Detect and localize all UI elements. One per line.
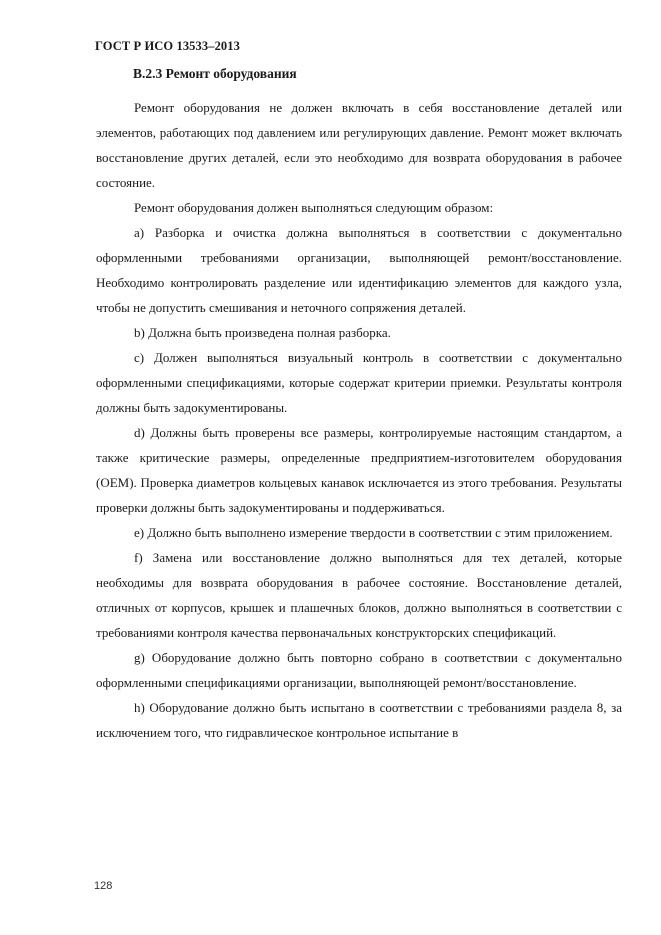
paragraph-item-e: e) Должно быть выполнено измерение твердости в соответствии с этим приложением. bbox=[134, 525, 613, 540]
paragraph-item-a: a) Разборка и очистка должна выполняться в соответствии с документально оформленными требованиями организации, выполняющей ремонт/восстановление. Необходимо контролировать разделение или идентификацию элементов для каждого узла, чтобы не допустить смешивания и неточного сопряжения деталей. bbox=[96, 225, 622, 315]
paragraph-item-b: b) Должна быть произведена полная разборка. bbox=[134, 325, 391, 340]
page-number: 128 bbox=[94, 880, 113, 892]
paragraph-item-f: f) Замена или восстановление должно выполняться для тех деталей, которые необходимы для возврата оборудования в рабочее состояние. Восстановление деталей, отличных от корпусов, крышек и плашечных блоков, должно выполняться в соответствии с требованиями контроля качества первоначальных конструкторских спецификаций. bbox=[96, 550, 622, 640]
standard-header: ГОСТ Р ИСО 13533–2013 bbox=[95, 39, 240, 53]
section-title: B.2.3 Ремонт оборудования bbox=[133, 66, 297, 81]
paragraph-item-d: d) Должны быть проверены все размеры, контролируемые настоящим стандартом, а также критические размеры, определенные предприятием-изготовителем оборудования (OEM). Проверка диаметров кольцевых канавок исключается из этого требования. Результаты проверки должны быть задокументированы и поддерживаться. bbox=[96, 425, 622, 515]
paragraph-procedure-lead: Ремонт оборудования должен выполняться следующим образом: bbox=[134, 200, 494, 215]
paragraph-intro: Ремонт оборудования не должен включать в себя восстановление деталей или элементов, работающих под давлением или регулирующих давление. Ремонт может включать восстановление других деталей, если это необходимо для возврата оборудования в рабочее состояние. bbox=[96, 100, 622, 190]
paragraph-item-g: g) Оборудование должно быть повторно собрано в соответствии с документально оформленными спецификациями организации, выполняющей ремонт/восстановление. bbox=[96, 650, 622, 690]
paragraph-item-h: h) Оборудование должно быть испытано в соответствии с требованиями раздела 8, за исключением того, что гидравлическое контрольное испытание в bbox=[96, 700, 622, 740]
paragraph-item-c: c) Должен выполняться визуальный контроль в соответствии с документально оформленными спецификациями, которые содержат критерии приемки. Результаты контроля должны быть задокументированы. bbox=[96, 350, 622, 415]
document-body bbox=[96, 95, 622, 745]
